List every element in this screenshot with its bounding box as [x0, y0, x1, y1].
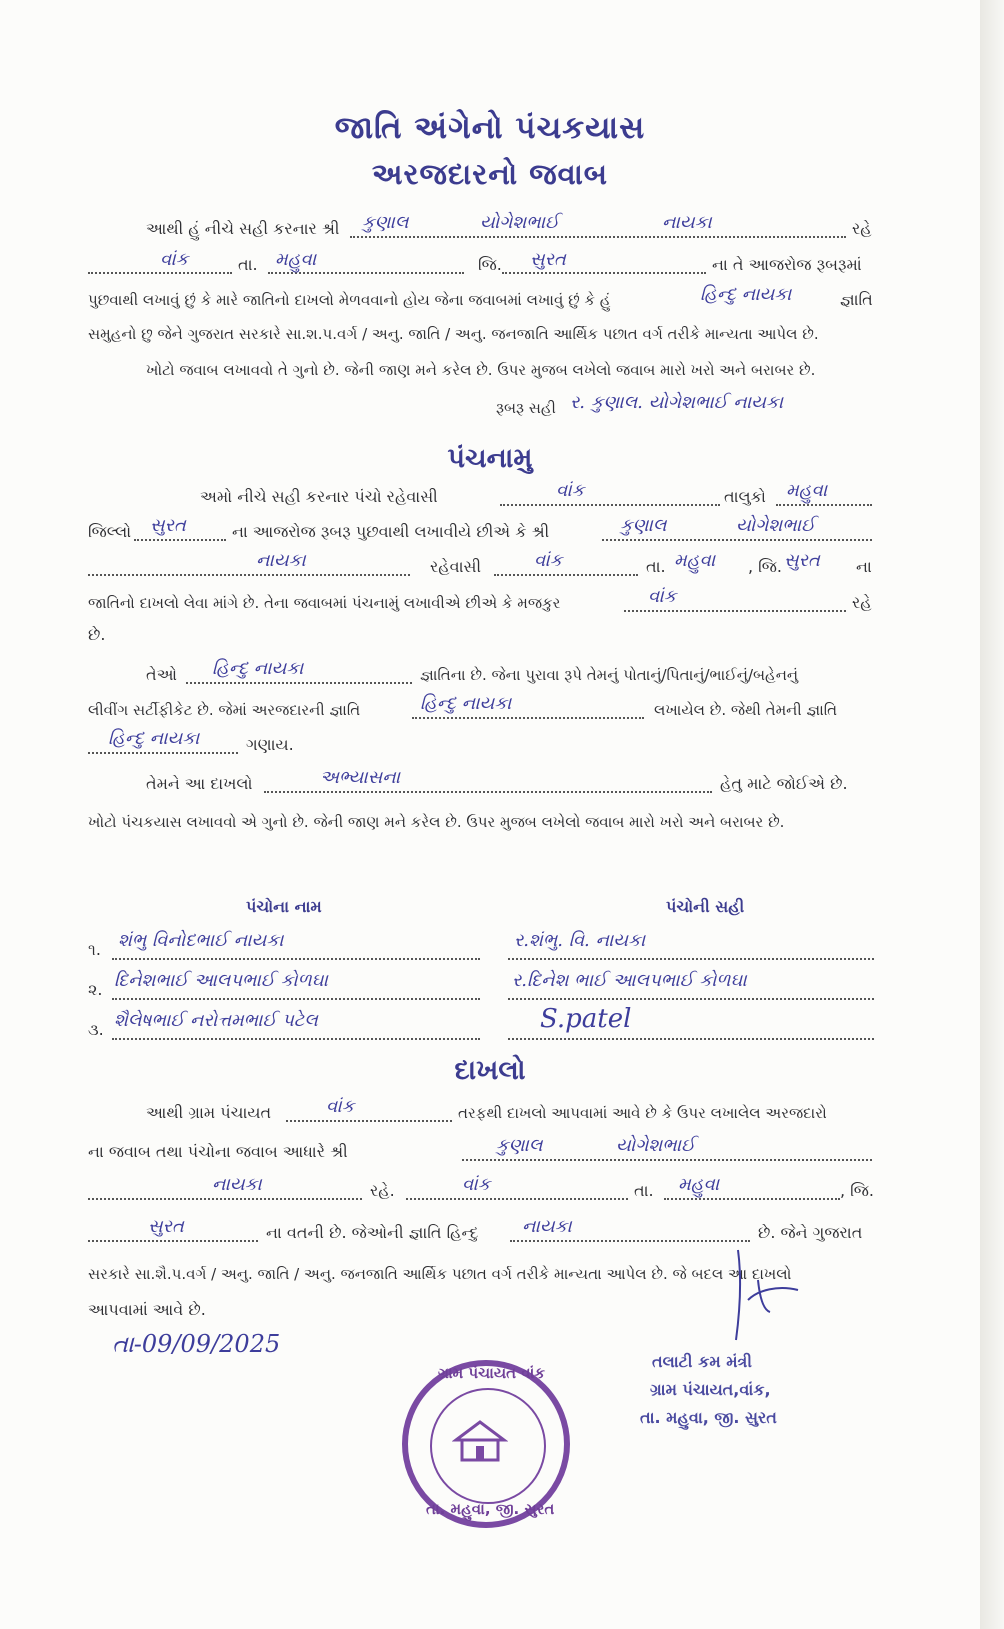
taluka-dots — [268, 272, 464, 274]
village-dots — [88, 272, 232, 274]
hw-panch-ji: સુરત — [784, 550, 820, 571]
cert-c3c: , જિ. — [840, 1181, 875, 1200]
hw-cert-village: વાંક — [462, 1174, 491, 1195]
panch-p6a: તેઓ — [146, 665, 177, 684]
gram-panchayat-stamp — [402, 1360, 570, 1528]
pancha-row3-sign: S.patel — [540, 1004, 632, 1034]
panch-p1a: અમો નીચે સહી કરનાર પંચો રહેવાસી — [200, 487, 438, 506]
label-ta: તા. — [238, 255, 258, 274]
pancha-row1-dots — [112, 958, 480, 960]
panch-village-dots — [500, 504, 720, 506]
cert-c5: સરકારે સા.શૈ.પ.વર્ગ / અનુ. જાતિ / અનુ. જનજાતિ આર્થિક પછાત વર્ગ તરીકે માન્યતા આપેલ છે. જે બદલ આ દાખલો — [88, 1265, 792, 1283]
pancha-row2-name: દિનેશભાઈ આલપભાઈ કોળઘા — [114, 970, 328, 991]
hw-cert-name-first: કુણાલ — [496, 1135, 543, 1156]
pancha-row1-sign-dots — [508, 958, 874, 960]
cert-c1b: તરફથી દાખલો આપવામાં આવે છે કે ઉપર લખાલેલ અરજદારો — [458, 1104, 827, 1122]
cert-c4a: ના વતની છે. જેઓની જ્ઞાતિ હિન્દુ — [266, 1223, 479, 1242]
panch-p6b: જ્ઞાતિના છે. જેના પુરાવા રૂપે તેમનું પોતાનું/પિતાનું/ભાઈનું/બહેનનું — [420, 666, 799, 684]
pancha-row1-sign: ર.શંભુ. વિ. નાયકા — [514, 930, 646, 951]
applicant-line4: સમુહનો છુ જેને ગુજરાત સરકારે સા.શ.પ.વર્ગ / અનુ. જાતિ / અનુ. જનજાતિ આર્થિક પછાત વર્ગ તરીકે માન્યતા આપેલ છે. — [88, 325, 819, 343]
cert-panchayat-dots — [286, 1120, 452, 1122]
hw-panch-caste-1: હિન્દુ નાયકા — [212, 658, 304, 679]
pancha-row1-name: શંભુ વિનોદભાઈ નાયકા — [118, 930, 284, 951]
panch-p4: જાતિનો દાખલો લેવા માંગે છે. તેના જવાબમાં પંચનામું લખાવીએ છીએ કે મજકુર — [88, 594, 561, 612]
panch-district-dots — [134, 539, 226, 541]
cert-village-dots — [406, 1198, 628, 1200]
cert-c1a: આથી ગ્રામ પંચાયત — [146, 1103, 272, 1122]
hw-applicant-signature: ર. કુણાલ. યોગેશભાઈ નાયકા — [570, 392, 783, 413]
hw-cert-taluka: મહુવા — [678, 1174, 720, 1195]
applicant-sign-label: રૂબરૂ સહી — [496, 399, 556, 417]
panch-p8: ગણાય. — [246, 735, 294, 754]
certificate-title: દાખલો — [454, 1055, 526, 1086]
panch-p3b: તા. — [646, 557, 666, 576]
panch-p2a: જિલ્લો — [88, 522, 132, 541]
panch-p7b: લખાયેલ છે. જેથી તેમની જ્ઞાતિ — [654, 701, 838, 719]
panchnamu-title: પંચનામુ — [447, 443, 533, 474]
panch-p9a: તેમને આ દાખલો — [146, 774, 253, 793]
hw-panch-ta: મહુવા — [674, 550, 716, 571]
hw-panch-district: સુરત — [150, 515, 186, 536]
panch-purpose-dots — [264, 791, 712, 793]
hw-purpose: અભ્યાસના — [320, 767, 401, 788]
panch-caste-dots-2 — [412, 717, 644, 719]
panch-p1b: તાલુકો — [724, 487, 766, 506]
panch-name-dots — [602, 539, 872, 541]
panch-res-dots — [494, 574, 638, 576]
cert-c3a: રહે. — [370, 1181, 395, 1200]
panch-caste-dots-3 — [88, 752, 238, 754]
hw-name-first: કુણાલ — [362, 212, 409, 233]
pancha-row2-dots — [112, 998, 480, 1000]
hw-village: વાંક — [160, 249, 189, 270]
hw-panch-caste-3: હિન્દુ નાયકા — [108, 728, 200, 749]
pancha-row3-dots — [112, 1038, 480, 1040]
applicant-line1-suffix: રહે — [852, 219, 872, 238]
cert-taluka-dots — [664, 1198, 840, 1200]
panch-p3d: ના — [856, 557, 872, 576]
panch-p3a: રહેવાસી — [430, 557, 482, 576]
house-emblem-icon — [452, 1418, 508, 1462]
panchas-signs-header: પંચોની સહી — [666, 897, 745, 916]
panch-caste-dots-1 — [186, 682, 412, 684]
hw-panch-residence: વાંક — [534, 550, 563, 571]
panchas-names-header: પંચોના નામ — [246, 897, 322, 916]
hw-caste-1: હિન્દુ નાયકા — [700, 284, 792, 305]
label-ji: જિ. — [478, 255, 502, 274]
hw-name-father: યોગેશભાઈ — [480, 212, 559, 233]
pancha-row2-sign: ર.દિનેશ ભાઈ આલપભાઈ કોળઘા — [512, 970, 747, 991]
panch-p2b: ના આજરોજ રૂબરૂ પુછવાથી લખાવીયે છીએ કે શ્રી — [232, 522, 550, 541]
panch-taluka-dots — [776, 504, 872, 506]
cert-caste-dots — [510, 1240, 750, 1242]
document-subtitle: અરજદારનો જવાબ — [371, 157, 609, 191]
applicant-line3: પુછવાથી લખાવું છું કે મારે જાતિનો દાખલો મેળવવાનો હોય જેના જવાબમાં લખાવું છું કે હું — [88, 291, 611, 309]
stamp-top-text: ગ્રામ પંચાયત વાંક — [438, 1364, 545, 1382]
page-edge — [980, 0, 1004, 1629]
hw-panch-name-father: યોગેશભાઈ — [736, 515, 815, 536]
cert-district-dots — [88, 1240, 258, 1242]
panch-mazkur-dots — [624, 610, 846, 612]
cert-name-dots — [462, 1159, 872, 1161]
district-dots — [502, 272, 706, 274]
cert-c4b: છે. જેને ગુજરાત — [758, 1223, 863, 1242]
cert-c3b: તા. — [634, 1181, 654, 1200]
panch-p9b: હેતુ માટે જોઈએ છે. — [720, 774, 848, 793]
pancha-row3-num: ૩. — [88, 1020, 104, 1039]
pancha-row2-num: ૨. — [88, 980, 103, 999]
hw-cert-name-father: યોગેશભાઈ — [616, 1135, 695, 1156]
official-address: તા. મહુવા, જી. સુરત — [640, 1408, 777, 1427]
panch-surname-dots — [88, 574, 410, 576]
applicant-name-dots — [350, 236, 846, 238]
panch-p10: ખોટો પંચકયાસ લખાવવો એ ગુનો છે. જેની જાણ મને કરેલ છે. ઉપર મુજબ લખેલો જવાબ મારો ખરો અને બરાબર છે. — [88, 813, 785, 831]
hw-surname: નાયકા — [662, 212, 712, 233]
hw-date: તા-09/09/2025 — [112, 1330, 281, 1358]
cert-c6: આપવામાં આવે છે. — [88, 1300, 206, 1319]
document-title: જાતિ અંગેનો પંચકયાસ — [334, 110, 646, 146]
panch-p5: છે. — [88, 625, 106, 644]
applicant-line3-suffix: જ્ઞાતિ — [840, 290, 873, 309]
cert-surname-dots — [88, 1198, 362, 1200]
panch-p4-suffix: રહે — [852, 593, 872, 612]
pancha-row3-name: શૈલેષભાઈ નરોત્તમભાઈ પટેલ — [114, 1010, 318, 1031]
hw-panch-taluka: મહુવા — [786, 480, 828, 501]
hw-cert-panchayat: વાંક — [326, 1096, 355, 1117]
hw-cert-district: સુરત — [148, 1216, 184, 1237]
hw-panch-surname: નાયકા — [256, 550, 306, 571]
official-title: તલાટી કમ મંત્રી — [652, 1352, 752, 1371]
hw-district: સુરત — [530, 249, 566, 270]
hw-panch-name-first: કુણાલ — [620, 515, 667, 536]
applicant-line2-suffix: ના તે આજરોજ રૂબરૂમાં — [712, 255, 862, 274]
panch-p3c: , જિ. — [748, 557, 783, 576]
hw-panch-village: વાંક — [556, 480, 585, 501]
hw-panch-caste-2: હિન્દુ નાયકા — [420, 693, 512, 714]
hw-taluka: મહુવા — [275, 249, 317, 270]
hw-cert-caste: નાયકા — [522, 1216, 572, 1237]
hw-cert-surname: નાયકા — [212, 1174, 262, 1195]
pancha-row3-sign-dots — [508, 1038, 874, 1040]
applicant-line1-prefix: આથી હું નીચે સહી કરનાર શ્રી — [146, 219, 340, 238]
cert-c2: ના જવાબ તથા પંચોના જવાબ આધારે શ્રી — [88, 1142, 348, 1161]
stamp-bottom-text: તા. મહુવા, જી. સુરત — [426, 1500, 555, 1518]
official-signature-icon — [718, 1240, 808, 1350]
pancha-row2-sign-dots — [508, 998, 874, 1000]
panch-p7a: લીવીંગ સર્ટીફીકેટ છે. જેમાં અરજદારની જ્ઞાતિ — [88, 701, 361, 719]
hw-panch-mazkur: વાંક — [648, 586, 677, 607]
official-office: ગ્રામ પંચાયત,વાંક, — [650, 1380, 771, 1399]
pancha-row1-num: ૧. — [88, 940, 101, 959]
applicant-line5: ખોટો જવાબ લખાવવો તે ગુનો છે. જેની જાણ મને કરેલ છે. ઉપર મુજબ લખેલો જવાબ મારો ખરો અને બરાબર છે. — [146, 361, 816, 379]
